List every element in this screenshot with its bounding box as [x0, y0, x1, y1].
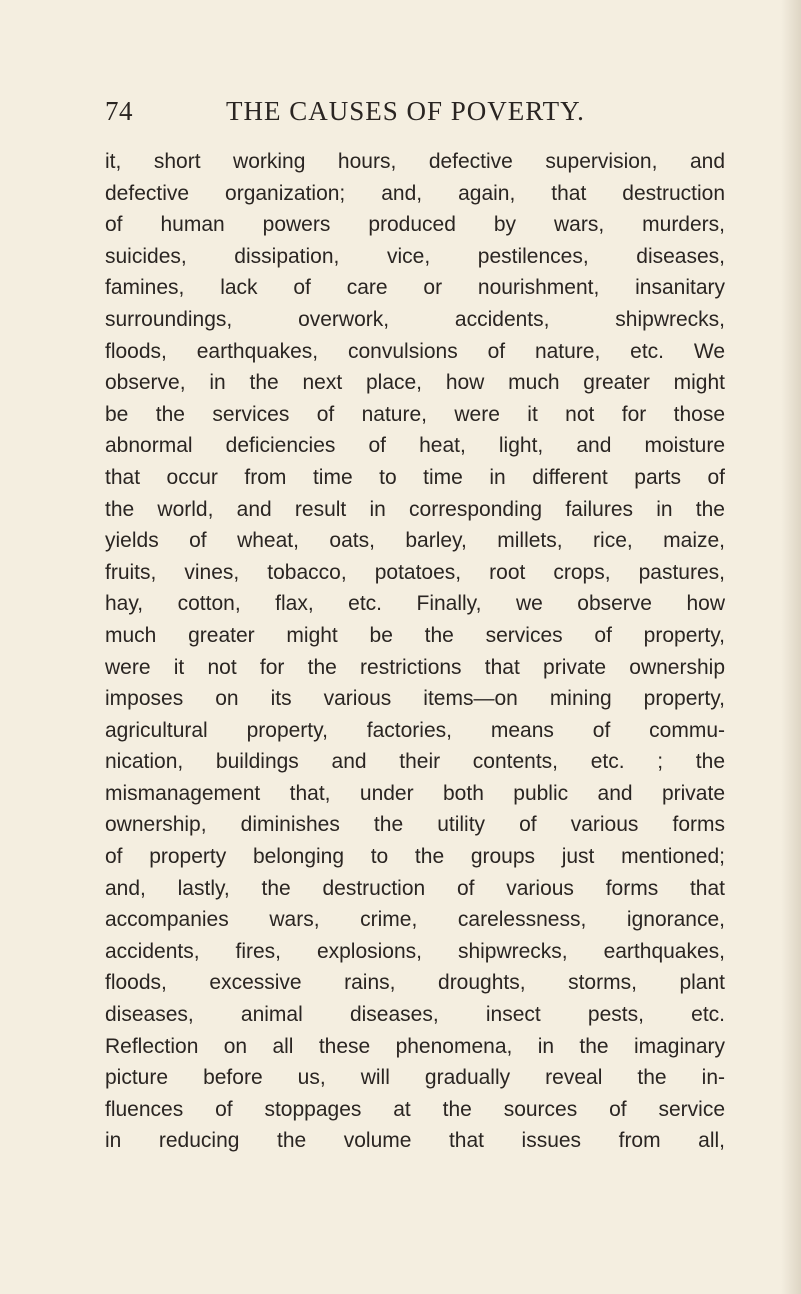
text-line: of property belonging to the groups just mentioned; [105, 845, 725, 869]
text-line: imposes on its various items—on mining property, [105, 687, 725, 711]
text-line: picture before us, will gradually reveal the in- [105, 1066, 725, 1090]
text-line: the world, and result in corresponding failures in the [105, 497, 725, 521]
text-line: be the services of nature, were it not for those [105, 402, 725, 426]
text-line: yields of wheat, oats, barley, millets, rice, maize, [105, 529, 725, 553]
text-line: diseases, animal diseases, insect pests, etc. [105, 1003, 725, 1027]
page-edge-shadow [781, 0, 801, 1294]
text-line: were it not for the restrictions that private ownership [105, 655, 725, 679]
text-line: accompanies wars, crime, carelessness, ignorance, [105, 908, 725, 932]
text-line: much greater might be the services of property, [105, 623, 725, 647]
text-line: Reflection on all these phenomena, in the imaginary [105, 1034, 725, 1058]
text-line: agricultural property, factories, means of commu- [105, 718, 725, 742]
text-line: famines, lack of care or nourishment, insanitary [105, 276, 725, 300]
text-line: fruits, vines, tobacco, potatoes, root crops, pastures, [105, 560, 725, 584]
text-line: suicides, dissipation, vice, pestilences, diseases, [105, 244, 725, 268]
text-line: surroundings, overwork, accidents, shipwrecks, [105, 307, 725, 331]
text-line: accidents, fires, explosions, shipwrecks, earthquakes, [105, 939, 725, 963]
running-title: THE CAUSES OF POVERTY. [226, 96, 585, 126]
text-line: that occur from time to time in different parts of [105, 465, 725, 489]
text-line: floods, excessive rains, droughts, storms, plant [105, 971, 725, 995]
text-line: observe, in the next place, how much greater might [105, 371, 725, 395]
text-line: fluences of stoppages at the sources of service [105, 1097, 725, 1121]
text-line: abnormal deficiencies of heat, light, and moisture [105, 434, 725, 458]
page-header [105, 96, 725, 136]
text-line: of human powers produced by wars, murders, [105, 213, 725, 237]
body-text [105, 146, 725, 1157]
text-line: it, short working hours, defective supervision, and [105, 150, 725, 173]
text-line: hay, cotton, flax, etc. Finally, we observe how [105, 592, 725, 616]
text-line: defective organization; and, again, that destruction [105, 181, 725, 205]
text-line: in reducing the volume that issues from all, [105, 1129, 725, 1153]
text-line: and, lastly, the destruction of various forms that [105, 876, 725, 900]
page-number: 74 [105, 96, 133, 126]
text-line: mismanagement that, under both public and private [105, 781, 725, 805]
text-line: nication, buildings and their contents, etc. ; the [105, 750, 725, 774]
text-line: floods, earthquakes, convulsions of nature, etc. We [105, 339, 725, 363]
text-line: ownership, diminishes the utility of various forms [105, 813, 725, 837]
